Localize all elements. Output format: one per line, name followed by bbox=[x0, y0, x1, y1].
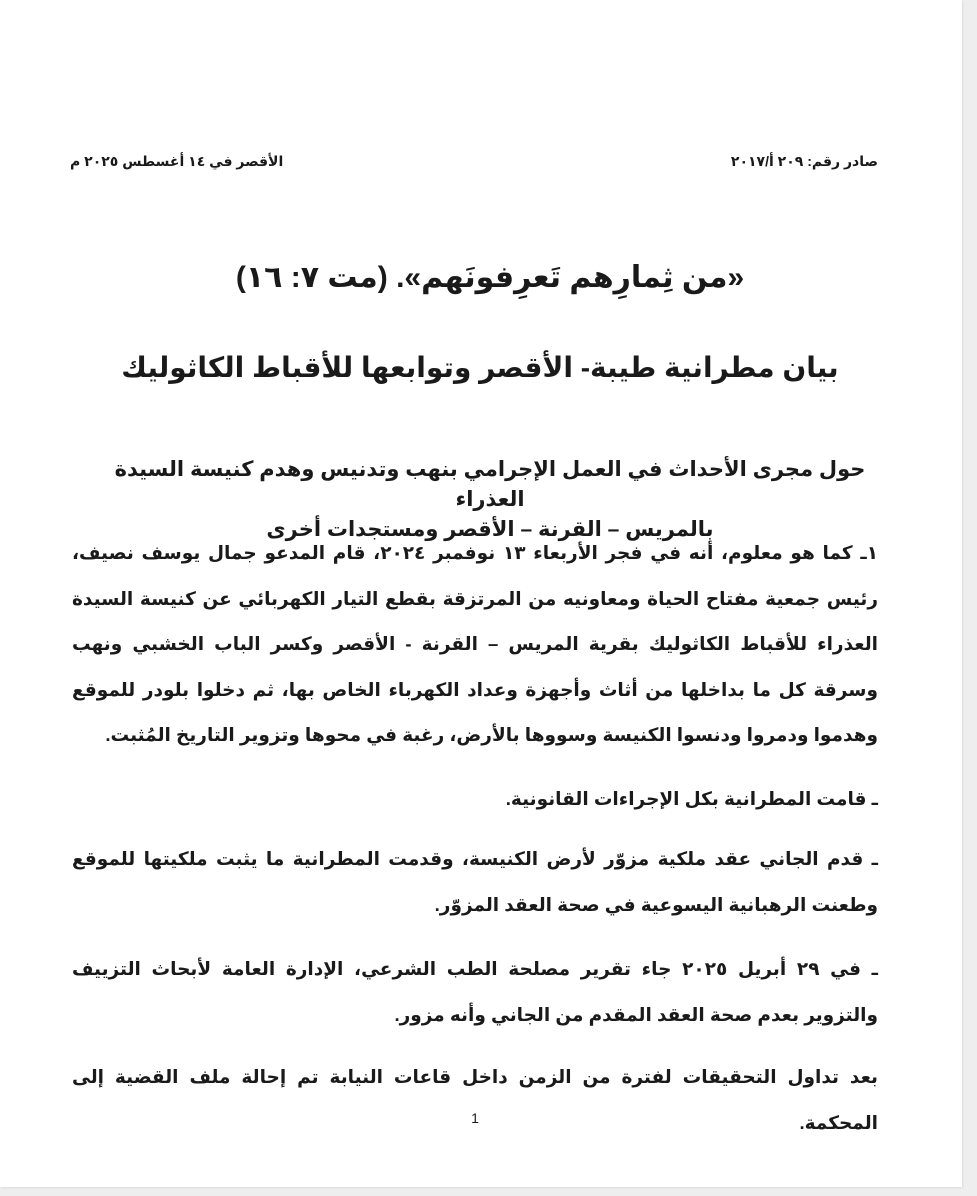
issue-date: الأقصر في ١٤ أغسطس ٢٠٢٥ م bbox=[70, 153, 284, 169]
reference-number: صادر رقم: ٢٠٩ أ/٢٠١٧ bbox=[730, 153, 878, 169]
subject-line-2: بالمريس – القرنة – الأقصر ومستجدات أخرى bbox=[266, 518, 714, 541]
paragraph-forensic-report: ـ في ٢٩ أبريل ٢٠٢٥ جاء تقرير مصلحة الطب الشرعي، الإدارة العامة لأبحاث التزييف والتزوير بعدم صحة العقد المقدم من الجاني وأنه مزور. bbox=[72, 958, 879, 1025]
page-number: 1 bbox=[471, 1110, 479, 1126]
subject-line-1: حول مجرى الأحداث في العمل الإجرامي بنهب وتدنيس وهدم كنيسة السيدة العذراء bbox=[114, 458, 866, 511]
paragraph-incident: ١ـ كما هو معلوم، أنه في فجر الأربعاء ١٣ نوفمبر ٢٠٢٤، قام المدعو جمال يوسف نصيف، رئيس جمعية مفتاح الحياة ومعاونيه من المرتزقة بقطع التيار الكهربائي عن كنيسة السيدة العذراء للأقباط الكاثوليك بقرية المريس – القرنة - الأقصر وكسر الباب الخشبي ونهب وسرقة كل ما بداخلها من أثاث وأجهزة وعداد الكهرباء الخاص بها، ثم دخلوا بلودر للموقع وهدموا ودمروا ودنسوا الكنيسة وسووها بالأرض، رغبة في محوها وتزوير التاريخ المُثبت. bbox=[72, 542, 878, 745]
paragraph-court-referral: بعد تداول التحقيقات لفترة من الزمن داخل قاعات النيابة تم إحالة ملف القضية إلى المحكمة. bbox=[72, 1066, 878, 1133]
bible-verse: «من ثِمارِهم تَعرِفونَهم». (مت ٧: ١٦) bbox=[235, 261, 745, 294]
paragraph-forged-contract: ـ قدم الجاني عقد ملكية مزوّر لأرض الكنيسة، وقدمت المطرانية ما يثبت ملكيتها للموقع وطعنت الرهبانية اليسوعية في صحة العقد المزوّر. bbox=[72, 848, 878, 915]
paragraph-legal-procedures: ـ قامت المطرانية بكل الإجراءات القانونية. bbox=[505, 788, 878, 809]
document-header bbox=[70, 153, 878, 175]
statement-title: بيان مطرانية طيبة- الأقصر وتوابعها للأقباط الكاثوليك bbox=[121, 352, 839, 383]
